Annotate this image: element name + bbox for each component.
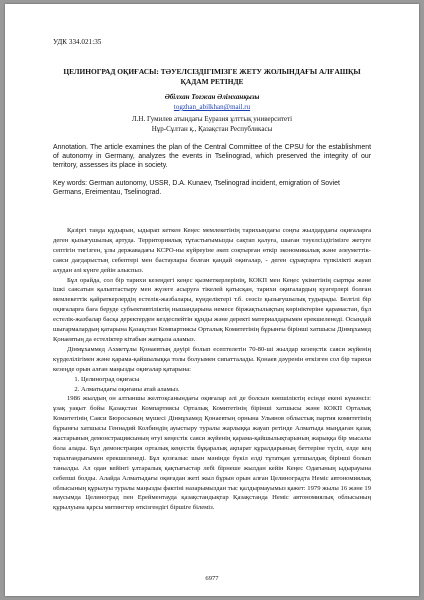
list-item: 2. Алматыдағы оқиғаны атай аламыз. — [81, 385, 371, 395]
article-title: ЦЕЛИНОГРАД ОҚИҒАСЫ: ТӘУЕЛСІЗДІГІМІЗГЕ ЖЕТУ ЖОЛЫНДАҒЫ АЛҒАШҚЫ ҚАДАМ РЕТІНДЕ — [63, 67, 361, 86]
body-paragraph: Бұл орайда, сол бір тарихи кезеңдегі кеңес қызметкерлерінің, КОКП мен Кеңес үкіметінің сыртқы және ішкі саясатын қалыптастыру мен жүзеге асыруға тікелей қатысқан, тарихи оқиғалардың куәгерлері болған мемлекеттік қайраткерлердің естелік-жазбалары, күнделіктері т.б. сөзсіз қызығушылық тудырады. Белгілі бір оқиғаларға баға беруде субъективтіліктің нышандарына немесе біржақтылықтың көрініктеріне қарамастан, бұл естелік-жазбалар басқа деректерден кездеспейтін құнды және деректі материалдарымен ерекшеленеді. Осындай шығармалардың қатарына Қазақстан Компартиясы Орталық Комитетінің бұрынғы бірінші хатшысы Дінмұхамед Қонаевтың да естеліктер кітабын жатқыза аламыз. — [53, 276, 371, 343]
document-page — [5, 4, 419, 596]
abstract-text: Annotation. The article examines the plan of the Central Committee of the CPSU for the establishment of autonomy in Germany, analyzes the events in Tselinograd, which preserved the integrity of our territory, assesses its place in society. — [53, 144, 371, 170]
affiliation-university: Л.Н. Гумилев атындағы Еуразия ұлттық университеті — [131, 115, 293, 123]
affiliation-location: Нұр-Сұлтан қ., Қазақстан Республикасы — [151, 125, 273, 133]
page-number: 6977 — [205, 575, 219, 582]
events-list — [53, 375, 371, 395]
body-paragraph: Дінмұхаммед Ахметұлы Қонаевтың дәуірі болып есептелетін 70-80-ші жылдар кезеңстік саяси жүйенің күрделілігімен және қарама-қайшылыққа толы болуымен сипатталады. Қонаев дәуренін өткізген сол бір тарихи кезеңде орын алған маңызды оқиғалар қатарына: — [53, 345, 371, 373]
keywords-text: Key words: German autonomy, USSR, D.A. Kunaev, Tselinograd incident, emigration of Soviet Germans, Ereimentau, Tselinograd. — [53, 180, 340, 197]
body-paragraph: 1986 жылдың он алтыншы желтоқсанындағы оқиғалар әлі де болсын көпшіліктің есінде екені күмәнсіз: ұзақ уақыт бойы Қазақстан Компартиясы Орталық Комитетінің бірінші хатшысы және КОКП Орталық Комитетінің Саяси Бюросының мүшесі Дінмұхамед Қонаевтың орнына Ульянов облыстық партия комитетінің бұрынғы хатшысы Геннадий Колбиндің ауыстыру туралы жарлыққа жауап ретінде Алматыда мыңдаған қазақ жастарының демонстрациясының өтуі кеңестік саяси жүйенің қарама-қайшылықтарының жарыққа бір мысалы бола алады. Бұл демонстрация орталық кеңестік бұқаралық ақпарат құралдарының беттеріне түсіп, елде кең таралғандығымен ерекшеленеді. Бұл қозғалыс шын мәнінде бүкіл елді тұтатқан ұлтшылдық бірінші болып танылды. Ал одан кейінгі ұлтаралық қақтығыстар лебі бірнеше жылдан кейін Кеңес Одағының ыдырауына себепші болды. Алайда Алматыдағы оқиғадан жеті жыл бұрын орын алған Целиноградта Неміс автономиялық облысының құрылуы туралы маңызды фактіні назарымыздан тыс қалдырмауымыз қажет: 1979 жылы 16 және 19 маусымда Целиноград пен Ерейментауда қазақстандықтар Қазақстанда Неміс автономиялық облысының құрылуына қарсы митингтер өткізгендігі біршіге білеміз. — [53, 395, 371, 512]
list-item: 1. Целиноград оқиғасы — [81, 375, 371, 385]
udc-code: УДК 334.021:35 — [53, 38, 102, 46]
author-name: Әбілхан Тоғжан Әлімханқызы — [164, 93, 260, 101]
article-body — [53, 226, 371, 513]
author-email-link[interactable]: togzhan_abilkhan@mail.ru — [173, 103, 251, 111]
body-paragraph: Қазіргі таңда құдырын, ыдырап кеткен Кеңес мемлекетінің тарихындағы соңғы жылдардағы оқиғаларға деген қызығушылық артуда. Территориялық тұтастығымызды сақтап қалуға, шыған тәуелсіздігімізге жетуге септігін тигізген, ұлы державадағы КСРО-ны күйреуіне әкеп соқтырған өткір экономикалық және әлеуметтік-саяси дағдарыстың себептері мен бастаулары болған қандай оқиғалар, - деген сұрақтарға түпкілікті жауап алудан әлі күнге дейін алыспыз. — [53, 227, 371, 274]
